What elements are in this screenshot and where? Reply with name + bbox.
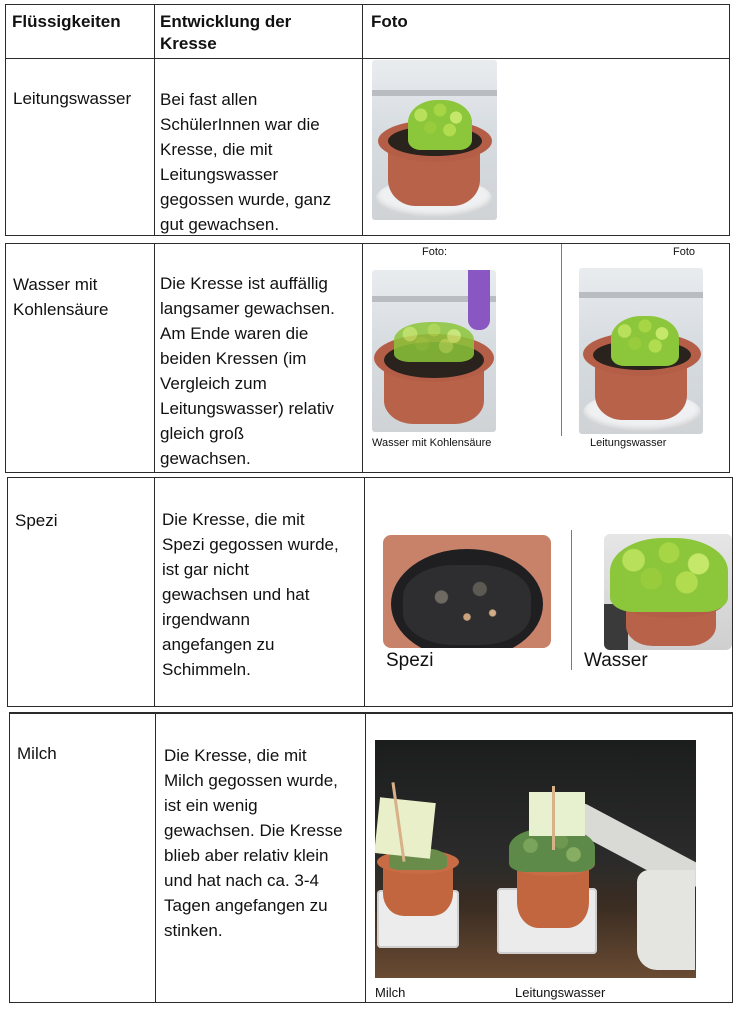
- column-divider: [364, 478, 365, 706]
- column-divider: [154, 478, 155, 706]
- header-divider: [6, 58, 729, 59]
- row-liquid-kohlensaeure: Wasser mit Kohlensäure: [13, 275, 109, 319]
- column-divider: [362, 5, 363, 235]
- header-foto: Foto: [371, 12, 408, 31]
- photo-label-left: Foto:: [422, 246, 448, 258]
- caption-milch: Milch: [375, 985, 406, 1000]
- photo-kresse-kohlensaeure: [372, 270, 496, 432]
- caption-leitungswasser-milch: Leitungswasser: [515, 985, 606, 1000]
- row-liquid-leitungswasser: Leitungswasser: [13, 89, 132, 108]
- row-description-spezi: Die Kresse, die mit Spezi gegossen wurde, ist gar nicht gewachsen und hat irgendwann angefangen zu Schimmeln.: [162, 510, 339, 679]
- caption-leitungswasser: Leitungswasser: [590, 437, 667, 449]
- row-description-leitungswasser: Bei fast allen SchülerInnen war die Kresse, die mit Leitungswasser gegossen wurde, ganz gut gewachsen.: [160, 90, 332, 234]
- header-fluessigkeiten: Flüssigkeiten: [12, 12, 121, 31]
- photo-kresse-wasser: [604, 534, 732, 650]
- row-description-milch: Die Kresse, die mit Milch gegossen wurde, ist ein wenig gewachsen. Die Kresse blieb aber relativ klein und hat nach ca. 3-4 Tagen angefangen zu stinken.: [164, 746, 343, 940]
- photo-kresse-milch-vergleich: [375, 740, 696, 978]
- column-divider: [155, 713, 156, 1002]
- photo-kresse-leitungswasser-vergleich: [579, 268, 703, 434]
- table-section-1: [5, 4, 730, 236]
- photo-kresse-spezi: [383, 535, 551, 648]
- caption-wasser: Wasser: [584, 650, 648, 671]
- photo-divider: [561, 244, 562, 436]
- column-divider: [154, 5, 155, 235]
- photo-label-right: Foto: [673, 246, 696, 258]
- caption-wasser-mit-kohlensaeure: Wasser mit Kohlensäure: [372, 437, 492, 449]
- header-entwicklung: Entwicklung der Kresse: [160, 12, 292, 53]
- row-liquid-milch: Milch: [17, 744, 57, 763]
- photo-kresse-leitungswasser: [372, 60, 497, 220]
- photo-divider: [571, 530, 572, 670]
- top-divider: [10, 713, 732, 714]
- column-divider: [365, 713, 366, 1002]
- column-divider: [154, 244, 155, 472]
- row-liquid-spezi: Spezi: [15, 511, 58, 530]
- column-divider: [362, 244, 363, 472]
- caption-spezi: Spezi: [386, 650, 434, 671]
- row-description-kohlensaeure: Die Kresse ist auffällig langsamer gewachsen. Am Ende waren die beiden Kressen (im Vergleich zum Leitungswasser) relativ gleich groß gewachsen.: [160, 274, 335, 468]
